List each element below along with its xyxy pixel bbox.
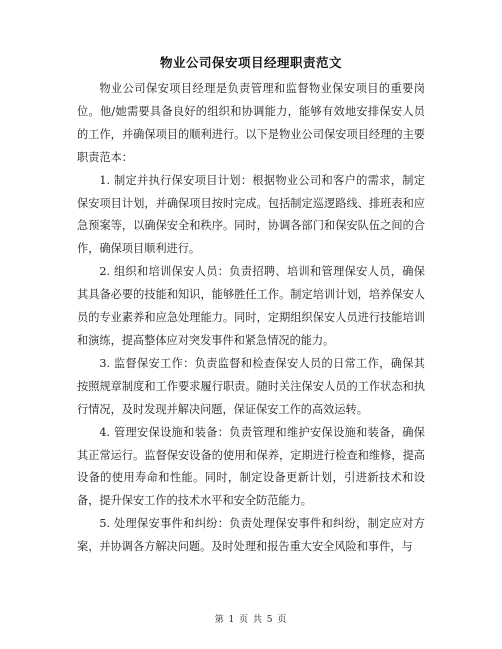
- duty-paragraph-3: 3. 监督保安工作：负责监督和检查保安人员的日常工作，确保其按照规章制度和工作要求履行职责。随时关注保安人员的工作状态和执行情况，及时发现并解决问题，保证保安工作的高效运转。: [77, 356, 425, 416]
- duty-paragraph-5: 5. 处理保安事件和纠纷：负责处理保安事件和纠纷，制定应对方案，并协调各方解决问题。及时处理和报告重大安全风险和事件，与: [77, 517, 425, 554]
- page-number-footer: 第 1 页 共 5 页: [214, 615, 288, 625]
- duty-paragraph-1: 1. 制定并执行保安项目计划：根据物业公司和客户的需求，制定保安项目计划，并确保项目按时完成。包括制定巡逻路线、排班表和应急预案等，以确保安全和秩序。同时，协调各部门和保安队伍之间的合作，确保项目顺利进行。: [77, 173, 425, 256]
- duty-paragraph-2: 2. 组织和培训保安人员：负责招聘、培训和管理保安人员，确保其具备必要的技能和知识，能够胜任工作。制定培训计划，培养保安人员的专业素养和应急处理能力。同时，定期组织保安人员进行技能培训和演练，提高整体应对突发事件和紧急情况的能力。: [77, 265, 425, 347]
- document-body: [77, 78, 425, 559]
- document-title: 物业公司保安项目经理职责范文: [159, 55, 342, 70]
- intro-paragraph: 物业公司保安项目经理是负责管理和监督物业保安项目的重要岗位。他/她需要具备良好的组织和协调能力，能够有效地安排保安人员的工作，并确保项目的顺利进行。以下是物业公司保安项目经理的主要职责范本：: [77, 82, 425, 164]
- duty-paragraph-4: 4. 管理安保设施和装备：负责管理和维护安保设施和装备，确保其正常运行。监督保安设备的使用和保养，定期进行检查和维修，提高设备的使用寿命和性能。同时，制定设备更新计划，引进新技术和设备，提升保安工作的技术水平和安全防范能力。: [77, 425, 425, 508]
